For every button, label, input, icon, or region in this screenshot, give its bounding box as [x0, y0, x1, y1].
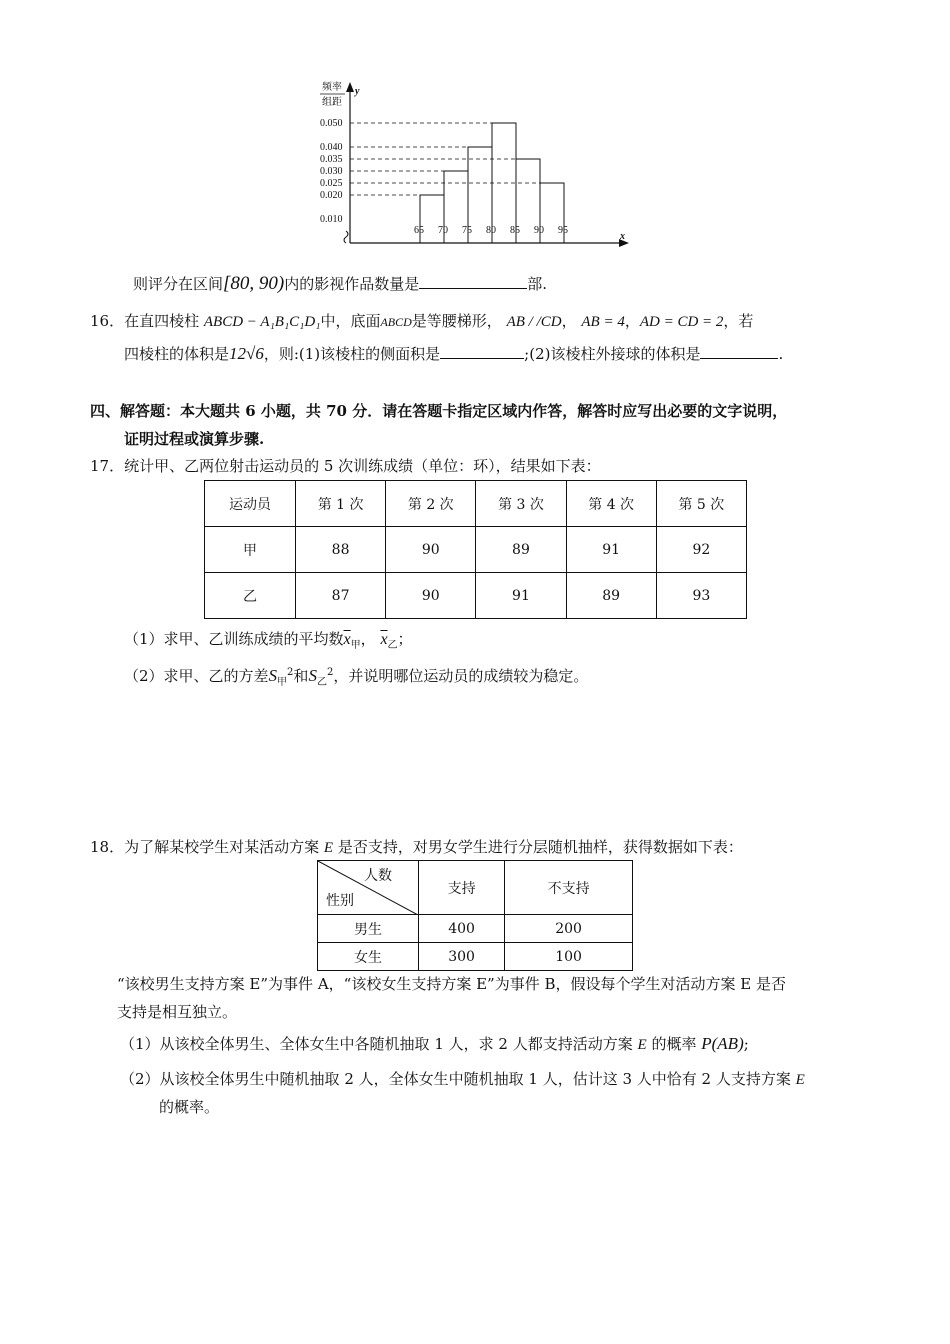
table-header: 运动员: [205, 481, 296, 527]
x-tick-label: 90: [534, 225, 544, 236]
table-row: 甲 88 90 89 91 92: [205, 527, 747, 573]
y-label-numerator: 频率: [322, 82, 342, 93]
table-header: 第 1 次: [296, 481, 386, 527]
x-tick-label: 85: [510, 225, 520, 236]
q18-stem: 18．为了解某校学生对某活动方案 E 是否支持，对男女学生进行分层随机抽样，获得数据如下表：: [90, 838, 743, 856]
answer-blank[interactable]: [419, 274, 527, 289]
prism-name: ABCD − A₁B₁C₁D₁: [203, 314, 321, 330]
y-tick-label: 0.030: [320, 166, 343, 177]
y-axis-letter: y: [355, 86, 360, 97]
section-heading: 四、解答题：本大题共 6 小题，共 70 分．请在答题卡指定区域内作答，解答时应写出必要的文字说明，: [90, 402, 788, 420]
table-header: 支持: [419, 861, 505, 915]
y-tick-label: 0.025: [320, 178, 343, 189]
table-header: 第 5 次: [656, 481, 746, 527]
table-row: 女生 300 100: [318, 943, 633, 971]
q17-part2: （2）求甲、乙的方差$S_甲^2$和$S_乙^2$，并说明哪位运动员的成绩较为稳定。: [124, 666, 589, 688]
x-tick-label: 70: [438, 225, 448, 236]
x-tick-label: 95: [558, 225, 568, 236]
axis-break: [344, 231, 348, 243]
interval: [80, 90): [223, 273, 285, 294]
x-tick-label: 80: [486, 225, 496, 236]
q18-para2: 支持是相互独立。: [117, 1003, 238, 1021]
y-tick-label: 0.050: [320, 118, 343, 129]
answer-blank[interactable]: [700, 344, 778, 359]
x-axis-letter: x: [620, 231, 625, 242]
table-row: 男生 400 200: [318, 915, 633, 943]
q18-part2-line2: 的概率。: [159, 1098, 220, 1116]
answer-blank[interactable]: [440, 344, 524, 359]
q17-stem: 17．统计甲、乙两位射击运动员的 5 次训练成绩（单位：环），结果如下表：: [90, 457, 601, 475]
q18-survey-table: [317, 860, 633, 971]
table-header: 第 4 次: [566, 481, 656, 527]
q17-part1: （1）求甲、乙训练成绩的平均数$\overline{x}_甲$， $\overline{x}_乙$；: [124, 630, 413, 651]
frequency-histogram: [300, 78, 640, 263]
table-header: 第 2 次: [386, 481, 476, 527]
table-header: 第 3 次: [476, 481, 566, 527]
y-tick-label: 0.040: [320, 142, 343, 153]
q18-para1: “该校男生支持方案 E”为事件 A，“该校女生支持方案 E”为事件 B，假设每个学生对活动方案 E 是否: [117, 975, 786, 993]
q18-part1: （1）从该校全体男生、全体女生中各随机抽取 1 人，求 2 人都支持活动方案 E 的概率 P(AB);: [120, 1034, 749, 1053]
q16-line2: 四棱柱的体积是12√6，则:(1)该棱柱的侧面积是 ;(2)该棱柱外接球的体积是 .: [124, 344, 784, 363]
q15-tail: 则评分在区间[80, 90)内的影视作品数量是 部.: [133, 273, 548, 294]
table-row: 乙 87 90 91 89 93: [205, 573, 747, 619]
y-axis-arrow: [346, 82, 354, 92]
q16-line1: 16．在直四棱柱 ABCD − A₁B₁C₁D₁中，底面ABCD是等腰梯形， AB / /CD， AB = 4，AD = CD = 2，若: [90, 312, 754, 330]
y-tick-label: 0.035: [320, 154, 343, 165]
y-tick-label: 0.010: [320, 214, 343, 225]
y-tick-label: 0.020: [320, 190, 343, 201]
diagonal-header-cell: 人数 性别: [318, 861, 419, 915]
x-tick-label: 65: [414, 225, 424, 236]
q18-part2: （2）从该校全体男生中随机抽取 2 人，全体女生中随机抽取 1 人，估计这 3 人中恰有 2 人支持方案 E: [120, 1070, 805, 1088]
x-tick-label: 75: [462, 225, 472, 236]
table-header: 不支持: [505, 861, 633, 915]
section-heading-line2: 证明过程或演算步骤.: [124, 430, 265, 448]
q17-score-table: [204, 480, 747, 619]
y-label-denominator: 组距: [322, 97, 342, 108]
